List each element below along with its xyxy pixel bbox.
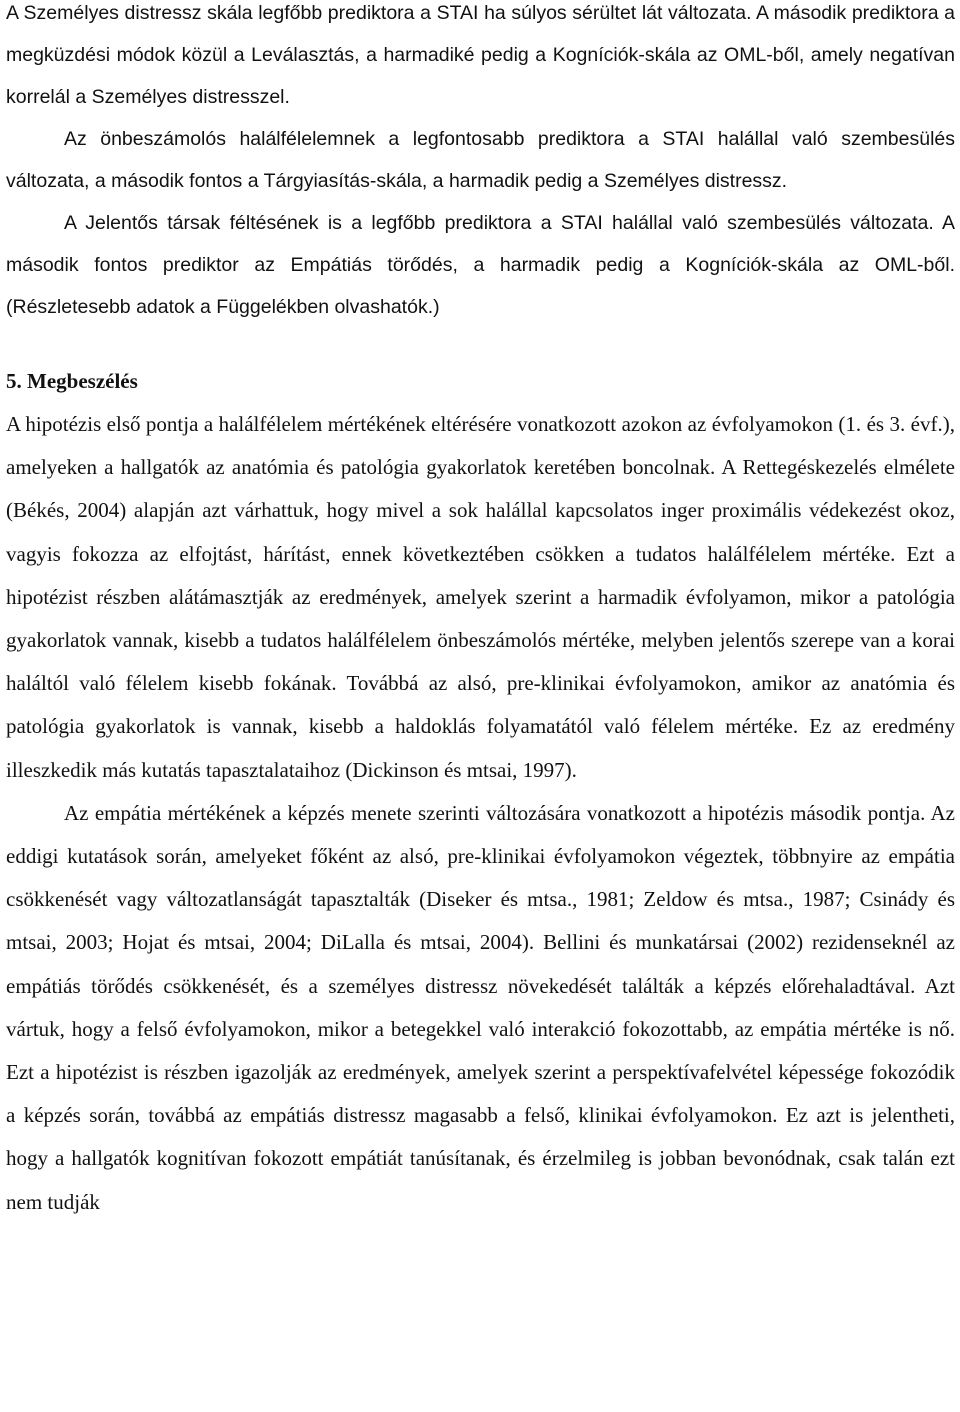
document-page xyxy=(6,0,955,1224)
paragraph-significant-others-predictors: A Jelentős társak féltésének is a legfőbb prediktora a STAI halállal való szembesülés változata. A második fontos prediktor az Empátiás törődés, a harmadik pedig a Kogníciók-skála az OML-ből. (Részletesebb adatok a Függelékben olvashatók.) xyxy=(6,212,955,318)
paragraph-hypothesis-first-point: A hipotézis első pontja a halálfélelem mértékének eltérésére vonatkozott azokon az évfolyamokon (1. és 3. évf.), amelyeken a hallgatók az anatómia és patológia gyakorlatok keretében boncolnak. A Rettegéskezelés elmélete (Békés, 2004) alapján azt várhattuk, hogy mivel a sok halállal kapcsolatos inger proximális védekezést okoz, vagyis fokozza az elfojtást, hárítást, ennek következtében csökken a tudatos halálfélelem mértéke. Ezt a hipotézist részben alátámasztják az eredmények, amelyek szerint a harmadik évfolyamon, mikor a patológia gyakorlatok vannak, kisebb a tudatos halálfélelem önbeszámolós mértéke, melyben jelentős szerepe van a korai haláltól való félelem kisebb fokának. Továbbá az alsó, pre-klinikai évfolyamokon, amikor az anatómia és patológia gyakorlatok is vannak, kisebb a haldoklás folyamatától való félelem mértéke. Ez az eredmény illeszkedik más kutatás tapasztalataihoz (Dickinson és mtsai, 1997). xyxy=(6,412,955,782)
paragraph-personal-distress-predictors: A Személyes distressz skála legfőbb prediktora a STAI ha súlyos sérültet lát változata. A második prediktora a megküzdési módok közül a Leválasztás, a harmadiké pedig a Kogníciók-skála az OML-ből, amely negatívan korrelál a Személyes distresszel. xyxy=(6,2,955,108)
section-heading: 5. Megbeszélés xyxy=(6,369,138,393)
paragraph-hypothesis-second-point: Az empátia mértékének a képzés menete szerinti változására vonatkozott a hipotézis második pontja. Az eddigi kutatások során, amelyeket főként az alsó, pre-klinikai évfolyamokon végeztek, többnyire az empátia csökkenését vagy változatlanságát tapasztalták (Diseker és mtsa., 1981; Zeldow és mtsa., 1987; Csinády és mtsai, 2003; Hojat és mtsai, 2004; DiLalla és mtsai, 2004). Bellini és munkatársai (2002) rezidenseknél az empátiás törődés csökkenését, és a személyes distressz növekedését találták a képzés előrehaladtával. Azt vártuk, hogy a felső évfolyamokon, mikor a betegekkel való interakció fokozottabb, az empátia mértéke is nő. Ezt a hipotézist is részben igazolják az eredmények, amelyek szerint a perspektívafelvétel képessége fokozódik a képzés során, továbbá az empátiás distressz magasabb a felső, klinikai évfolyamokon. Ez azt is jelentheti, hogy a hallgatók kognitívan fokozott empátiát tanúsítanak, és érzelmileg is jobban bevonódnak, csak talán ezt nem tudják xyxy=(6,800,955,1214)
paragraph-death-anxiety-predictors: Az önbeszámolós halálfélelemnek a legfontosabb prediktora a STAI halállal való szembesülés változata, a második fontos a Tárgyiasítás-skála, a harmadik pedig a Személyes distressz. xyxy=(6,128,955,192)
